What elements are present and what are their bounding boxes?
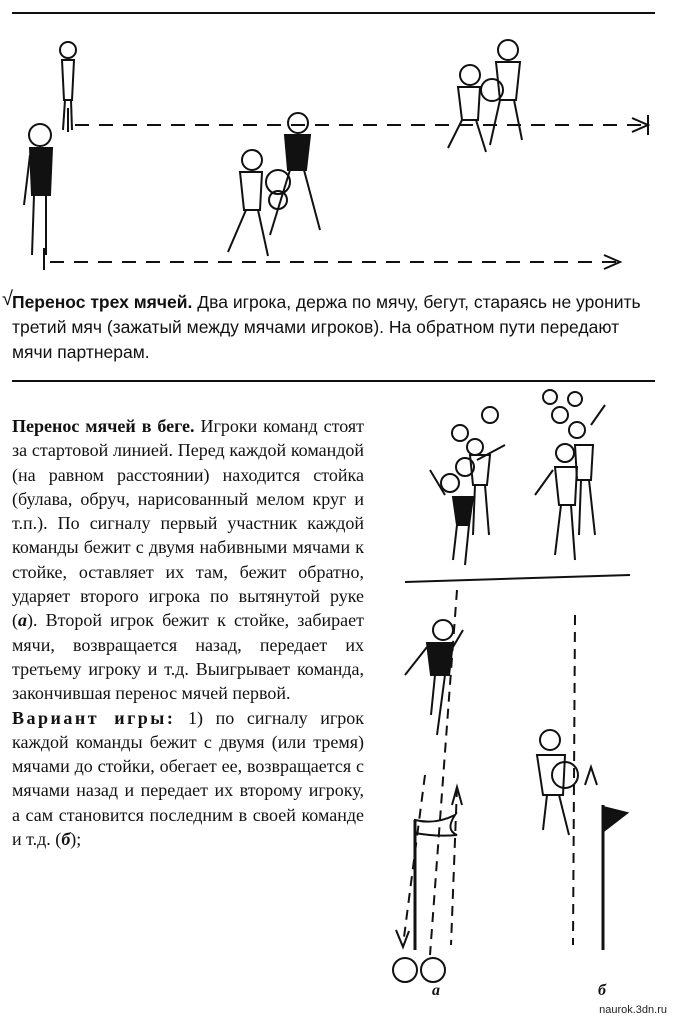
ref-b: б (61, 829, 71, 850)
section2-text (12, 414, 364, 851)
check-mark: √ (2, 288, 13, 310)
section2-text-part2: ). Второй игрок бежит к стойке, забирает мячи, возвращается назад, передает их третьему игроку и т.д. Выигрывает команда, закончившая перенос мячей первой. (12, 610, 364, 704)
relay-illustration (365, 385, 675, 1025)
ref-a: а (18, 610, 27, 631)
top-rule (12, 12, 655, 14)
figure-label-b: б (598, 982, 606, 999)
variant-end: ); (70, 829, 82, 850)
middle-rule (12, 380, 655, 382)
section1-caption (12, 290, 660, 365)
variant-title: Вариант игры: (12, 707, 176, 728)
watermark: naurok.3dn.ru (599, 1004, 667, 1016)
section1-text: Два игрока, держа по мячу, бегут, стараясь не уронить третий мяч (зажатый между мячами игроков). На обратном пути передают мячи партнерам. (12, 292, 641, 362)
figure-label-a: а (432, 982, 440, 999)
section2-title: Перенос мячей в беге. (12, 416, 195, 436)
variant-text: 1) по сигналу игрок каждой команды бежит с двумя (или тремя) мячами до стойки, обегает ее, возвращается с мячами назад и передает их второму игроку, а сам становится последним в своей команде и т.д. ( (12, 707, 364, 850)
section1-title: Перенос трех мячей. (12, 292, 193, 312)
section2-text-part1: Игроки команд стоят за стартовой линией. Перед каждой командой (на равном расстоянии) находится стойка (булава, обруч, нарисованный мелом круг и т.п.). По сигналу первый участник каждой команды бежит с двумя набивными мячами к стойке, оставляет их там, бежит обратно, ударяет второго игрока по вытянутой руке ( (12, 416, 365, 631)
three-balls-illustration (0, 20, 675, 290)
